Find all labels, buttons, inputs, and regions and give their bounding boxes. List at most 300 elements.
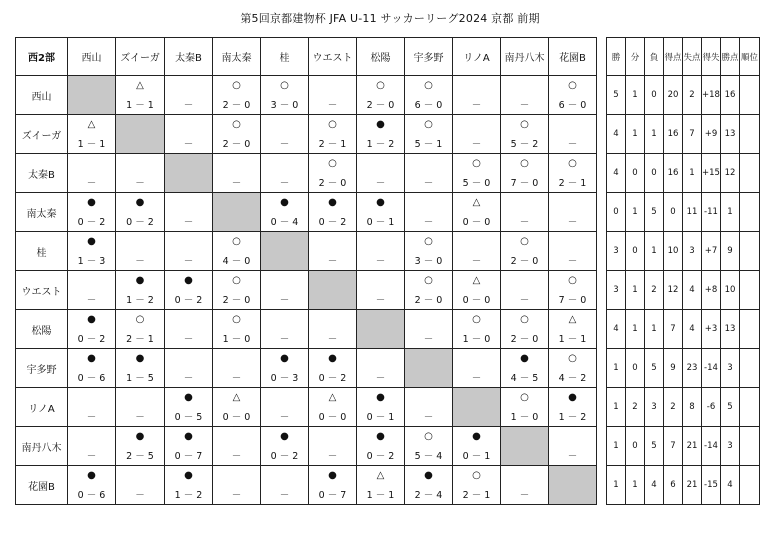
no-match-dash: － (183, 217, 194, 228)
match-cell (261, 115, 309, 154)
match-cell (165, 349, 213, 388)
stat-value: 4 (607, 310, 626, 349)
match-cell (501, 388, 549, 427)
row-team-name: 松陽 (16, 310, 68, 349)
result-mark-icon: ● (328, 470, 337, 481)
match-score: 1 － 2 (126, 295, 154, 306)
match-cell (357, 466, 405, 505)
no-match-dash: － (279, 334, 290, 345)
match-score: 0 － 0 (318, 412, 347, 423)
match-score: 2 － 0 (510, 334, 539, 345)
stat-value: 5 (721, 388, 740, 427)
stat-value: 12 (664, 271, 683, 310)
match-score: 4 － 0 (222, 256, 251, 267)
no-match-dash: － (423, 334, 434, 345)
stat-value: 0 (664, 193, 683, 232)
match-score: 1 － 1 (558, 334, 587, 345)
stat-value: 10 (664, 232, 683, 271)
column-gap (597, 193, 607, 232)
result-mark-icon: ○ (376, 80, 385, 91)
table-row (16, 427, 760, 466)
result-mark-icon: ● (87, 353, 96, 364)
page-title: 第5回京都建物杯 JFA U-11 サッカーリーグ2024 京都 前期 (240, 12, 540, 25)
result-mark-icon: ○ (568, 353, 577, 364)
stat-value: 1 (645, 115, 664, 154)
match-score: 0 － 1 (366, 412, 395, 423)
result-mark-icon: △ (472, 197, 481, 208)
match-score: 0 － 1 (366, 217, 395, 228)
result-mark-icon: ● (568, 392, 577, 403)
stat-value: -15 (702, 466, 721, 505)
match-cell (405, 310, 453, 349)
match-score: 5 － 0 (462, 178, 491, 189)
col-team-header: 松陽 (357, 38, 405, 76)
stat-value (740, 427, 760, 466)
match-cell (549, 154, 597, 193)
stat-value: 23 (683, 349, 702, 388)
stat-value: 1 (721, 193, 740, 232)
result-mark-icon: ● (87, 314, 96, 325)
stat-value: 2 (626, 388, 645, 427)
stat-value: 16 (664, 154, 683, 193)
stat-value: 2 (664, 388, 683, 427)
no-match-dash: － (183, 139, 194, 150)
no-match-dash: － (375, 295, 386, 306)
no-match-dash: － (567, 139, 578, 150)
match-cell (116, 427, 165, 466)
stat-value: 13 (721, 310, 740, 349)
result-mark-icon: ● (376, 119, 385, 130)
match-cell (165, 232, 213, 271)
match-cell (501, 349, 549, 388)
stat-value: 6 (664, 466, 683, 505)
col-team-header: 太秦B (165, 38, 213, 76)
column-gap (597, 271, 607, 310)
result-mark-icon: ● (87, 470, 96, 481)
result-mark-icon: ○ (568, 80, 577, 91)
column-gap (597, 349, 607, 388)
match-cell (357, 232, 405, 271)
match-cell (165, 115, 213, 154)
stat-value: +9 (702, 115, 721, 154)
result-mark-icon: ○ (424, 119, 433, 130)
match-cell (213, 271, 261, 310)
match-score: 2 － 1 (318, 139, 347, 150)
no-match-dash: － (471, 139, 482, 150)
row-team-name: 西山 (16, 76, 68, 115)
result-mark-icon: ○ (424, 236, 433, 247)
match-score: 2 － 0 (222, 100, 251, 111)
stat-header: 勝点 (721, 38, 740, 76)
self-match-cell (213, 193, 261, 232)
match-score: 2 － 1 (462, 490, 491, 501)
table-row (16, 310, 760, 349)
match-cell (357, 193, 405, 232)
match-cell (549, 388, 597, 427)
match-score: 2 － 0 (318, 178, 347, 189)
no-match-dash: － (423, 412, 434, 423)
result-mark-icon: ○ (568, 158, 577, 169)
result-mark-icon: ● (328, 197, 337, 208)
match-cell (165, 388, 213, 427)
match-cell (213, 232, 261, 271)
match-cell (309, 310, 357, 349)
result-mark-icon: ● (280, 197, 289, 208)
stat-value: 4 (607, 154, 626, 193)
match-cell (453, 154, 501, 193)
stat-value (740, 271, 760, 310)
stat-value: 1 (626, 193, 645, 232)
match-cell (453, 76, 501, 115)
column-gap (597, 76, 607, 115)
match-score: 2 － 0 (222, 139, 251, 150)
match-score: 0 － 2 (366, 451, 395, 462)
match-cell (165, 193, 213, 232)
stat-value: 3 (607, 232, 626, 271)
match-cell (165, 427, 213, 466)
match-score: 3 － 0 (414, 256, 443, 267)
stat-value: 1 (607, 466, 626, 505)
match-cell (453, 271, 501, 310)
result-mark-icon: ○ (472, 314, 481, 325)
col-team-header: リノA (453, 38, 501, 76)
col-team-header: 南太秦 (213, 38, 261, 76)
result-mark-icon: ○ (280, 80, 289, 91)
no-match-dash: － (567, 217, 578, 228)
match-cell (405, 154, 453, 193)
no-match-dash: － (279, 139, 290, 150)
stat-value: 3 (721, 427, 740, 466)
match-score: 0 － 4 (270, 217, 299, 228)
no-match-dash: － (135, 490, 145, 501)
match-cell (357, 154, 405, 193)
result-mark-icon: ● (135, 275, 145, 286)
stat-value: 16 (664, 115, 683, 154)
stat-value: 4 (645, 466, 664, 505)
match-score: 1 － 1 (126, 100, 154, 111)
match-score: 2 － 4 (414, 490, 443, 501)
stat-value: 1 (626, 466, 645, 505)
match-cell (68, 271, 116, 310)
stat-value: 7 (664, 427, 683, 466)
stat-value: 1 (626, 271, 645, 310)
match-score: 4 － 2 (558, 373, 587, 384)
result-mark-icon: △ (376, 470, 385, 481)
match-cell (116, 154, 165, 193)
match-cell (501, 76, 549, 115)
no-match-dash: － (279, 178, 290, 189)
column-gap (597, 115, 607, 154)
match-cell (405, 193, 453, 232)
row-team-name: ウエスト (16, 271, 68, 310)
stat-value: 11 (683, 193, 702, 232)
standings-table (15, 37, 760, 505)
self-match-cell (405, 349, 453, 388)
stat-value: 3 (683, 232, 702, 271)
match-cell (116, 76, 165, 115)
result-mark-icon: ○ (424, 431, 433, 442)
match-cell (501, 310, 549, 349)
result-mark-icon: ● (87, 236, 96, 247)
match-cell (213, 466, 261, 505)
header-row (16, 38, 760, 76)
result-mark-icon: ○ (232, 314, 241, 325)
match-cell (453, 115, 501, 154)
table-row (16, 76, 760, 115)
stat-value (740, 388, 760, 427)
match-cell (453, 232, 501, 271)
stat-value (740, 115, 760, 154)
result-mark-icon: ○ (520, 119, 529, 130)
stat-value: -14 (702, 349, 721, 388)
self-match-cell (501, 427, 549, 466)
table-row (16, 232, 760, 271)
result-mark-icon: ○ (472, 158, 481, 169)
result-mark-icon: ○ (328, 119, 337, 130)
table-row (16, 193, 760, 232)
no-match-dash: － (279, 490, 290, 501)
stat-value: +8 (702, 271, 721, 310)
match-cell (357, 349, 405, 388)
stat-value: 0 (607, 193, 626, 232)
stat-value: 1 (626, 310, 645, 349)
match-cell (261, 271, 309, 310)
match-cell (261, 193, 309, 232)
result-mark-icon: ● (376, 197, 385, 208)
match-cell (549, 310, 597, 349)
stat-value: 1 (626, 76, 645, 115)
column-gap (597, 427, 607, 466)
match-score: 2 － 0 (414, 295, 443, 306)
stat-value: 1 (607, 349, 626, 388)
column-gap (597, 38, 607, 76)
match-cell (309, 349, 357, 388)
stat-value: 5 (645, 349, 664, 388)
match-cell (405, 466, 453, 505)
self-match-cell (68, 76, 116, 115)
match-cell (68, 466, 116, 505)
match-cell (309, 388, 357, 427)
stat-value: 5 (645, 427, 664, 466)
match-score: 0 － 3 (270, 373, 299, 384)
match-score: 1 － 3 (77, 256, 106, 267)
match-cell (68, 349, 116, 388)
result-mark-icon: ○ (472, 470, 481, 481)
match-cell (309, 154, 357, 193)
match-cell (405, 115, 453, 154)
match-cell (68, 115, 116, 154)
stat-header: 分 (626, 38, 645, 76)
stat-value: 2 (645, 271, 664, 310)
stat-value: 1 (645, 232, 664, 271)
match-score: 1 － 0 (510, 412, 539, 423)
match-score: 0 － 2 (77, 334, 106, 345)
match-cell (213, 154, 261, 193)
match-cell (116, 232, 165, 271)
match-cell (405, 427, 453, 466)
stat-value (740, 310, 760, 349)
match-cell (213, 388, 261, 427)
match-cell (261, 388, 309, 427)
stat-value: 1 (645, 310, 664, 349)
match-cell (453, 349, 501, 388)
result-mark-icon: △ (568, 314, 577, 325)
stat-value (740, 232, 760, 271)
no-match-dash: － (327, 100, 338, 111)
stat-value: 16 (721, 76, 740, 115)
no-match-dash: － (135, 412, 145, 423)
no-match-dash: － (423, 217, 434, 228)
match-cell (116, 193, 165, 232)
result-mark-icon: ○ (520, 236, 529, 247)
table-row (16, 271, 760, 310)
row-team-name: 太秦B (16, 154, 68, 193)
stat-value: 3 (721, 349, 740, 388)
match-score: 1 － 5 (126, 373, 154, 384)
match-score: 0 － 2 (174, 295, 203, 306)
result-mark-icon: ○ (424, 80, 433, 91)
result-mark-icon: ● (328, 353, 337, 364)
no-match-dash: － (327, 451, 338, 462)
match-score: 0 － 2 (126, 217, 154, 228)
match-cell (549, 115, 597, 154)
no-match-dash: － (183, 256, 194, 267)
match-cell (501, 271, 549, 310)
match-score: 2 － 0 (510, 256, 539, 267)
match-cell (68, 310, 116, 349)
match-score: 1 － 0 (462, 334, 491, 345)
no-match-dash: － (423, 178, 434, 189)
no-match-dash: － (375, 256, 386, 267)
match-score: 0 － 2 (318, 217, 347, 228)
result-mark-icon: ○ (135, 314, 145, 325)
stat-value: 5 (607, 76, 626, 115)
no-match-dash: － (471, 100, 482, 111)
col-team-header: 花園B (549, 38, 597, 76)
match-cell (261, 310, 309, 349)
match-cell (549, 349, 597, 388)
row-team-name: 宇多野 (16, 349, 68, 388)
match-score: 4 － 5 (510, 373, 539, 384)
result-mark-icon: ● (184, 392, 193, 403)
no-match-dash: － (86, 412, 97, 423)
stat-value: 8 (683, 388, 702, 427)
stat-value: 13 (721, 115, 740, 154)
match-cell (261, 427, 309, 466)
result-mark-icon: ● (280, 431, 289, 442)
match-cell (309, 427, 357, 466)
match-score: 1 － 0 (222, 334, 251, 345)
match-cell (165, 466, 213, 505)
stat-value: 10 (721, 271, 740, 310)
no-match-dash: － (86, 178, 97, 189)
match-score: 0 － 7 (174, 451, 203, 462)
match-cell (405, 232, 453, 271)
no-match-dash: － (135, 256, 145, 267)
match-score: 0 － 2 (270, 451, 299, 462)
match-cell (501, 115, 549, 154)
self-match-cell (261, 232, 309, 271)
result-mark-icon: ● (184, 470, 193, 481)
match-cell (309, 76, 357, 115)
table-row (16, 349, 760, 388)
match-cell (261, 76, 309, 115)
match-cell (501, 466, 549, 505)
stat-value (740, 193, 760, 232)
result-mark-icon: ● (376, 392, 385, 403)
stat-value: 0 (626, 232, 645, 271)
stat-value: 9 (721, 232, 740, 271)
match-cell (405, 388, 453, 427)
match-score: 5 － 1 (414, 139, 443, 150)
match-cell (309, 115, 357, 154)
stat-value: 3 (607, 271, 626, 310)
no-match-dash: － (519, 295, 530, 306)
stat-value: 4 (607, 115, 626, 154)
result-mark-icon: ○ (520, 314, 529, 325)
result-mark-icon: ○ (520, 392, 529, 403)
match-cell (501, 154, 549, 193)
stat-value: 21 (683, 427, 702, 466)
stat-value: +15 (702, 154, 721, 193)
stat-value: 4 (683, 310, 702, 349)
no-match-dash: － (519, 490, 530, 501)
match-cell (68, 232, 116, 271)
match-cell (68, 154, 116, 193)
no-match-dash: － (183, 334, 194, 345)
self-match-cell (116, 115, 165, 154)
stat-value: 1 (626, 115, 645, 154)
stat-header: 失点 (683, 38, 702, 76)
result-mark-icon: ● (520, 353, 529, 364)
col-team-header: 桂 (261, 38, 309, 76)
division-label: 西2部 (16, 38, 68, 76)
match-score: 7 － 0 (558, 295, 587, 306)
result-mark-icon: ○ (232, 236, 241, 247)
no-match-dash: － (231, 373, 242, 384)
match-cell (549, 193, 597, 232)
no-match-dash: － (519, 100, 530, 111)
match-cell (501, 232, 549, 271)
match-cell (68, 388, 116, 427)
stat-value (740, 349, 760, 388)
match-cell (405, 271, 453, 310)
column-gap (597, 310, 607, 349)
match-cell (309, 232, 357, 271)
column-gap (597, 154, 607, 193)
result-mark-icon: ● (424, 470, 433, 481)
match-score: 1 － 1 (77, 139, 106, 150)
match-cell (213, 76, 261, 115)
no-match-dash: － (327, 334, 338, 345)
stat-value: 7 (664, 310, 683, 349)
no-match-dash: － (279, 412, 290, 423)
stat-value: -11 (702, 193, 721, 232)
self-match-cell (357, 310, 405, 349)
stat-value: 0 (645, 76, 664, 115)
stat-value: 2 (683, 76, 702, 115)
stat-value: 12 (721, 154, 740, 193)
self-match-cell (549, 466, 597, 505)
stat-value: -14 (702, 427, 721, 466)
stat-value: -6 (702, 388, 721, 427)
result-mark-icon: ● (184, 275, 193, 286)
match-score: 6 － 0 (558, 100, 587, 111)
match-cell (116, 310, 165, 349)
stat-value: 1 (607, 388, 626, 427)
stat-value: 9 (664, 349, 683, 388)
match-score: 0 － 0 (462, 295, 491, 306)
